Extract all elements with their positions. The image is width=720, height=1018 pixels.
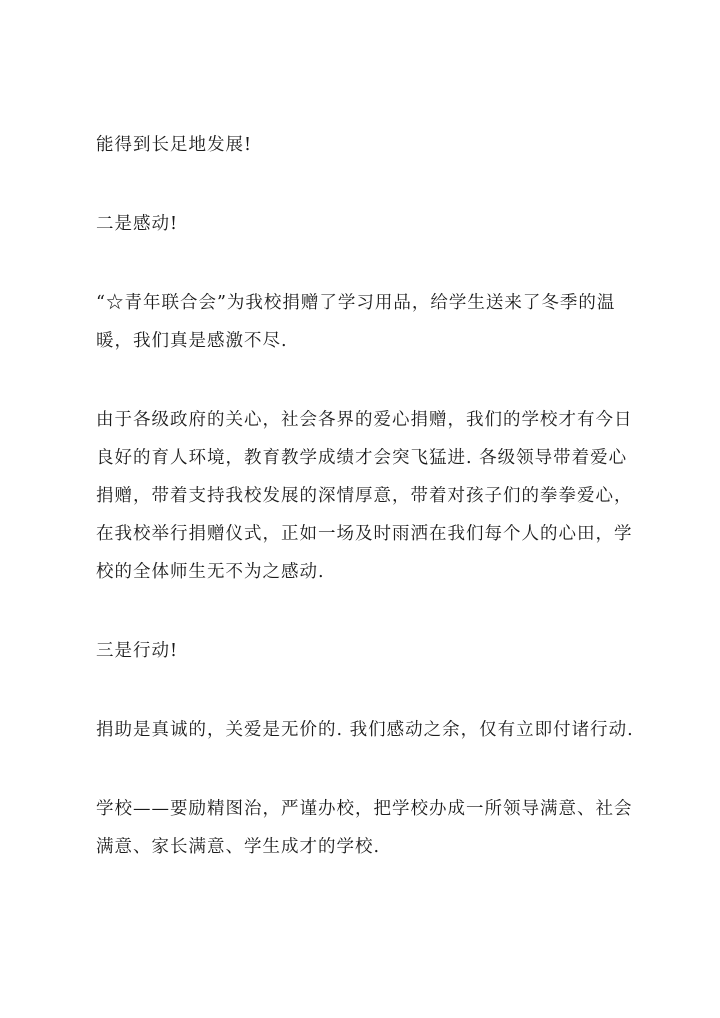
paragraph-school-goal: 学校——要励精图治，严谨办校，把学校办成一所领导满意、社会满意、家长满意、学生成才的学校. <box>96 799 633 857</box>
paragraph-government-care: 由于各级政府的关心，社会各界的爱心捐赠，我们的学校才有今日良好的育人环境，教育教学成绩才会突飞猛进. 各级领导带着爱心捐赠，带着支持我校发展的深情厚意，带着对孩子们的拳拳爱心，在我校举行捐赠仪式，正如一场及时雨洒在我们每个人的心田，学校的全体师生无不为之感动. <box>96 410 633 582</box>
paragraph-heading-moved: 二是感动! <box>96 214 179 234</box>
paragraph-sincere-help: 捐助是真诚的，关爱是无价的. 我们感动之余，仅有立即付诸行动. <box>96 720 634 740</box>
paragraph-heading-action: 三是行动! <box>96 641 179 661</box>
paragraph-donation-thanks: “☆青年联合会”为我校捐赠了学习用品，给学生送来了冬季的温暖，我们真是感激不尽. <box>96 293 616 351</box>
document-body <box>96 126 636 907</box>
paragraph-continuation: 能得到长足地发展! <box>96 135 253 155</box>
